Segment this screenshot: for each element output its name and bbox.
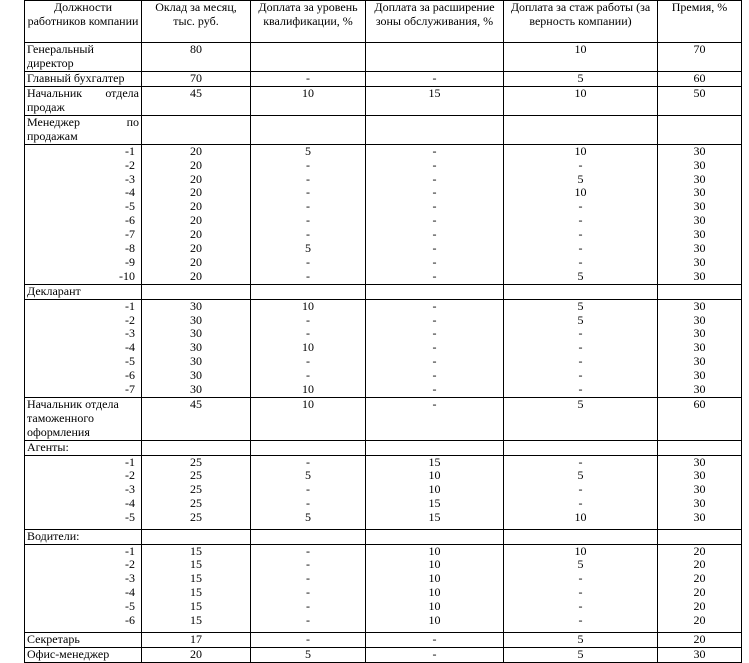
group-title-row (25, 440, 742, 455)
group-data-row (25, 144, 742, 284)
group-title: Менеджер по продажам (25, 115, 142, 144)
tenure-cell: 10 (504, 43, 658, 72)
bonus-cell: 60 (658, 397, 742, 440)
bonus-column: 20 20 20 20 20 20 (658, 544, 742, 632)
header-salary: Оклад за месяц, тыс. руб. (142, 1, 251, 43)
group-items: -1 -2 -3 -4 -5 -6 (25, 544, 142, 632)
position-cell: Главный бухгалтер (25, 72, 142, 87)
qualification-column: - 5 - - 5 (251, 455, 366, 529)
table-row (25, 87, 742, 116)
header-bonus: Премия, % (658, 1, 742, 43)
bonus-cell: 60 (658, 72, 742, 87)
group-data-row (25, 455, 742, 529)
salary-cell: 45 (142, 397, 251, 440)
qualification-column: 5 - - - - - - 5 - - (251, 144, 366, 284)
zone-column: - - - - - - - (366, 299, 504, 397)
salary-cell: 80 (142, 43, 251, 72)
group-items: -1 -2 -3 -4 -5 -6 -7 -8 -9 -10 (25, 144, 142, 284)
tenure-column: 10 5 - - - - (504, 544, 658, 632)
zone-cell: - (366, 632, 504, 647)
position-cell: Начальник отдела продаж (25, 87, 142, 116)
tenure-cell: 5 (504, 397, 658, 440)
zone-cell: 15 (366, 87, 504, 116)
header-qualification: Доплата за уровень квалификации, % (251, 1, 366, 43)
zone-column: 10 10 10 10 10 10 (366, 544, 504, 632)
salary-table (24, 0, 742, 663)
group-items: -1 -2 -3 -4 -5 -6 -7 (25, 299, 142, 397)
tenure-cell: 5 (504, 647, 658, 662)
group-data-row (25, 544, 742, 632)
bonus-cell: 70 (658, 43, 742, 72)
header-row (25, 1, 742, 43)
bonus-column: 30 30 30 30 30 30 30 30 30 30 (658, 144, 742, 284)
zone-cell: - (366, 72, 504, 87)
bonus-column: 30 30 30 30 30 30 30 (658, 299, 742, 397)
position-cell: Офис-менеджер (25, 647, 142, 662)
header-zone: Доплата за расширение зоны обслуживания, % (366, 1, 504, 43)
salary-cell: 17 (142, 632, 251, 647)
tenure-cell: 5 (504, 632, 658, 647)
tenure-cell: 10 (504, 87, 658, 116)
salary-cell: 20 (142, 647, 251, 662)
tenure-cell: 5 (504, 72, 658, 87)
table-row (25, 72, 742, 87)
qualification-cell (251, 43, 366, 72)
tenure-column: 10 - 5 10 - - - - - 5 (504, 144, 658, 284)
zone-column: - - - - - - - - - - (366, 144, 504, 284)
qualification-column: - - - - - - (251, 544, 366, 632)
zone-cell: - (366, 397, 504, 440)
group-title-row (25, 529, 742, 544)
tenure-column: 5 5 - - - - - (504, 299, 658, 397)
bonus-cell: 20 (658, 632, 742, 647)
group-title: Водители: (25, 529, 142, 544)
table-row (25, 632, 742, 647)
qualification-cell: - (251, 632, 366, 647)
salary-cell: 45 (142, 87, 251, 116)
group-data-row (25, 299, 742, 397)
table-row (25, 647, 742, 662)
tenure-column: - 5 - - 10 (504, 455, 658, 529)
qualification-cell: 5 (251, 647, 366, 662)
qualification-cell: 10 (251, 87, 366, 116)
bonus-cell: 50 (658, 87, 742, 116)
position-cell: Начальник отдела таможенного оформления (25, 397, 142, 440)
position-cell: Секретарь (25, 632, 142, 647)
salary-cell: 70 (142, 72, 251, 87)
salary-column: 30 30 30 30 30 30 30 (142, 299, 251, 397)
zone-column: 15 10 10 15 15 (366, 455, 504, 529)
bonus-column: 30 30 30 30 30 (658, 455, 742, 529)
qualification-column: 10 - - 10 - - 10 (251, 299, 366, 397)
zone-cell: - (366, 647, 504, 662)
table-row (25, 397, 742, 440)
header-tenure: Доплата за стаж работы (за верность компании) (504, 1, 658, 43)
zone-cell (366, 43, 504, 72)
document (24, 0, 742, 663)
salary-column: 15 15 15 15 15 15 (142, 544, 251, 632)
group-items: -1 -2 -3 -4 -5 (25, 455, 142, 529)
group-title-row (25, 115, 742, 144)
bonus-cell: 30 (658, 647, 742, 662)
group-title: Декларант (25, 284, 142, 299)
header-position: Должности работников компании (25, 1, 142, 43)
qualification-cell: 10 (251, 397, 366, 440)
group-title-row (25, 284, 742, 299)
qualification-cell: - (251, 72, 366, 87)
group-title: Агенты: (25, 440, 142, 455)
salary-column: 20 20 20 20 20 20 20 20 20 20 (142, 144, 251, 284)
table-row (25, 43, 742, 72)
salary-column: 25 25 25 25 25 (142, 455, 251, 529)
position-cell: Генеральный директор (25, 43, 142, 72)
